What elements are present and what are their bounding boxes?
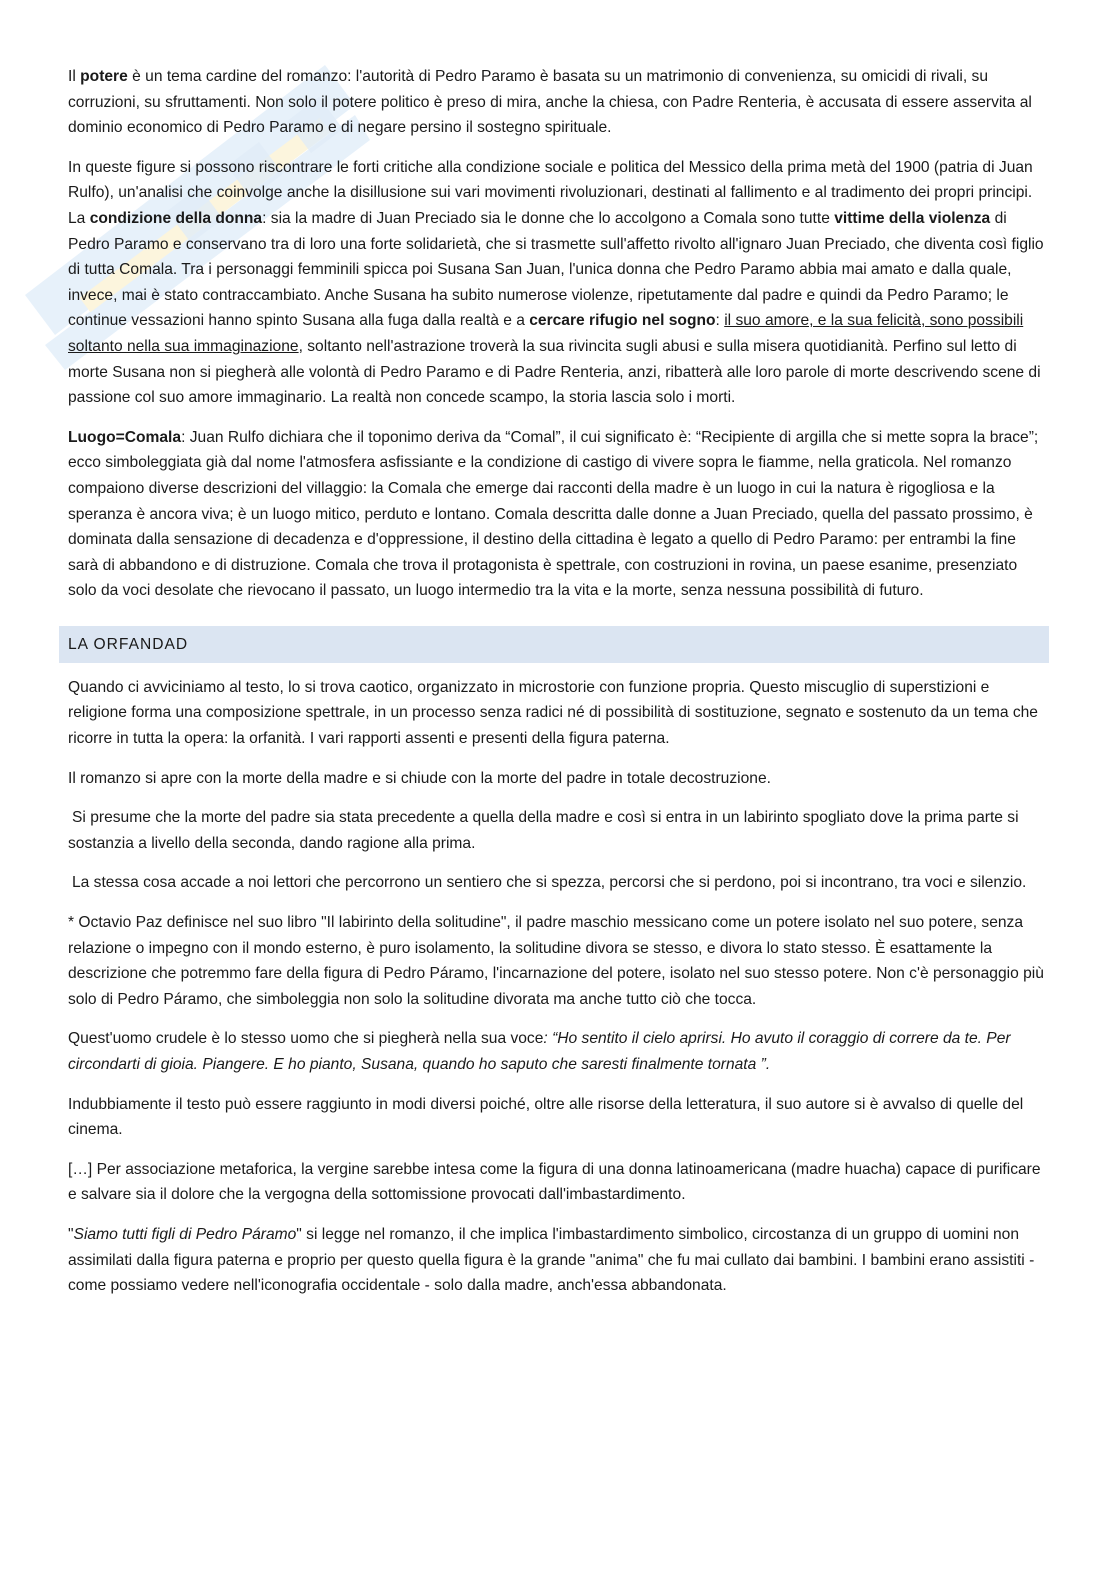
text-run: In queste figure si possono riscontrare le forti critiche alla condizione sociale e politica del Messico della prima metà del 1900 (patria di Juan Rulfo), un'analisi che coinvolge anche la disillusione sui vari movimenti rivoluzionari, destinati al fallimento e al tradimento dei propri principi. La: [68, 158, 1033, 227]
paragraph-p2: [68, 155, 1048, 411]
text-run: Quando ci avviciniamo al testo, lo si trova caotico, organizzato in microstorie con funzione propria. Questo miscuglio di superstizioni e religione forma una composizione spettrale, in un processo senza radici né di possibilità di sostituzione, segnato e sostenuto da un tema che ricorre in tutta la opera: la orfanità. I vari rapporti assenti e presenti della figura paterna.: [68, 678, 1038, 748]
underlined-text: il suo amore, e la sua felicità, sono possibili soltanto nella sua immaginazione: [68, 312, 1024, 355]
paragraph-p1: [68, 64, 1048, 141]
text-run: di Pedro Paramo e conservano tra di loro una forte solidarietà, che si trasmette sull'affetto rivolto all'ignaro Juan Preciado, che diventa così figlio di tutta Comala. Tra i personaggi femminili spicca poi Susana San Juan, l'unica donna che Pedro Paramo abbia mai amato e dalla quale, invece, mai è stato contraccambiato. Anche Susana ha subito numerose violenze, ripetutamente dal padre e quindi da Pedro Paramo; le continue vessazioni hanno spinto Susana alla fuga dalla realtà e a: [68, 209, 1044, 330]
paragraph-p8: [68, 910, 1048, 1012]
paragraph-p5: [68, 766, 1048, 792]
italic-text: Siamo tutti figli di Pedro Páramo: [73, 1225, 297, 1243]
text-run: La stessa cosa accade a noi lettori che percorrono un sentiero che si spezza, percorsi che si perdono, poi si incontrano, tra voci e silenzio.: [72, 874, 1027, 892]
text-run: […] Per associazione metaforica, la vergine sarebbe intesa come la figura di una donna latinoamericana (madre huacha) capace di purificare e salvare sia il dolore che la vergogna della sottomissione provocati dall'imbastardimento.: [68, 1160, 1041, 1204]
bold-text: cercare rifugio nel sogno: [529, 312, 716, 330]
paragraph-p9: [68, 1026, 1048, 1077]
section-header-la-orfandad: LA ORFANDAD: [59, 626, 1049, 663]
bottom-paragraphs: [68, 675, 1048, 1299]
text-run: : Juan Rulfo dichiara che il toponimo deriva da “Comal”, il cui significato è: “Recipiente di argilla che si mette sopra la brace”; ecco simboleggiata già dal nome l'atmosfera asfissiante e la condizione di castigo di vivere sopra le fiamme, nella graticola. Nel romanzo compaiono diverse descrizioni del villaggio: la Comala che emerge dai racconti della madre è un luogo in cui la natura è rigogliosa e la speranza è ancora viva; è un luogo mitico, perduto e lontano. Comala descritta dalle donne a Juan Preciado, quella del passato prossimo, è dominata dalla sensazione di decadenza e d'oppressione, il destino della cittadina è legato a quello di Pedro Paramo: per entrambi la fine sarà di abbandono e di distruzione. Comala che trova il protagonista è spettrale, con costruzioni in rovina, un paese esanime, presenziato solo da voci desolate che rievocano il passato, un luogo intermedio tra la vita e la morte, senza nessuna possibilità di futuro.: [68, 428, 1039, 600]
text-run: Indubbiamente il testo può essere raggiunto in modi diversi poiché, oltre alle risorse della letteratura, il suo autore si è avvalso di quelle del cinema.: [68, 1095, 1024, 1139]
paragraph-p12: [68, 1222, 1048, 1299]
paragraph-p10: [68, 1092, 1048, 1143]
document-page: [68, 60, 1048, 1313]
paragraph-p7: [68, 870, 1048, 896]
italic-text: : “Ho sentito il cielo aprirsi. Ho avuto il coraggio di correre da te. Per circondarti di gioia. Piangere. E ho pianto, Susana, quando ho saputo che saresti finalmente tornata ”.: [68, 1030, 1011, 1073]
text-run: , soltanto nell'astrazione troverà la sua rivincita sugli abusi e sulla misera quotidianità. Perfino sul letto di morte Susana non si piegherà alle volontà di Pedro Paramo e di Padre Renteria, anzi, ribatterà alle loro parole di morte descrivendo scene di passione col suo amore immaginario. La realtà non concede scampo, la storia lascia solo i morti.: [68, 337, 1041, 407]
text-run: : sia la madre di Juan Preciado sia le donne che lo accolgono a Comala sono tutte: [262, 209, 835, 227]
bold-text: condizione della donna: [89, 209, 263, 227]
paragraph-p11: [68, 1157, 1048, 1208]
text-run: :: [715, 312, 725, 330]
top-paragraphs: [68, 64, 1048, 604]
text-run: ": [68, 1225, 74, 1243]
paragraph-p3: [68, 425, 1048, 604]
text-run: * Octavio Paz definisce nel suo libro "Il labirinto della solitudine", il padre maschio messicano come un potere isolato nel suo potere, senza relazione o impegno con il mondo esterno, è puro isolamento, la solitudine divora se stesso, e divora lo stato stesso. È esattamente la descrizione che potremmo fare della figura di Pedro Páramo, l'incarnazione del potere, isolato nel suo stesso potere. Non c'è personaggio più solo di Pedro Páramo, che simboleggia non solo la solitudine divorata ma anche tutto ciò che tocca.: [68, 914, 1044, 1008]
text-run: è un tema cardine del romanzo: l'autorità di Pedro Paramo è basata su un matrimonio di convenienza, su omicidi di rivali, su corruzioni, su sfruttamenti. Non solo il potere politico è preso di mira, anche la chiesa, con Padre Renteria, è accusata di essere asservita al dominio economico di Pedro Paramo e di negare persino il sostegno spirituale.: [68, 68, 1032, 137]
text-run: Il romanzo si apre con la morte della madre e si chiude con la morte del padre in totale decostruzione.: [68, 769, 771, 787]
text-run: Quest'uomo crudele è lo stesso uomo che si piegherà nella sua voce: [68, 1030, 544, 1048]
bold-text: potere: [80, 68, 128, 85]
text-run: Il: [68, 68, 81, 85]
bold-text: Luogo=Comala: [68, 428, 182, 446]
bold-text: vittime della violenza: [834, 209, 991, 227]
text-run: " si legge nel romanzo, il che implica l'imbastardimento simbolico, circostanza di un gruppo di uomini non assimilati dalla figura paterna e proprio per questo quella figura è la grande "anima" che fu mai cullato dai bambini. I bambini erano assistiti - come possiamo vedere nell'iconografia occidentale - solo dalla madre, anch'essa abbandonata.: [68, 1225, 1035, 1295]
paragraph-p6: [68, 805, 1048, 856]
text-run: Si presume che la morte del padre sia stata precedente a quella della madre e così si entra in un labirinto spogliato dove la prima parte si sostanzia a livello della seconda, dando ragione alla prima.: [68, 809, 1019, 852]
paragraph-p4: [68, 675, 1048, 752]
